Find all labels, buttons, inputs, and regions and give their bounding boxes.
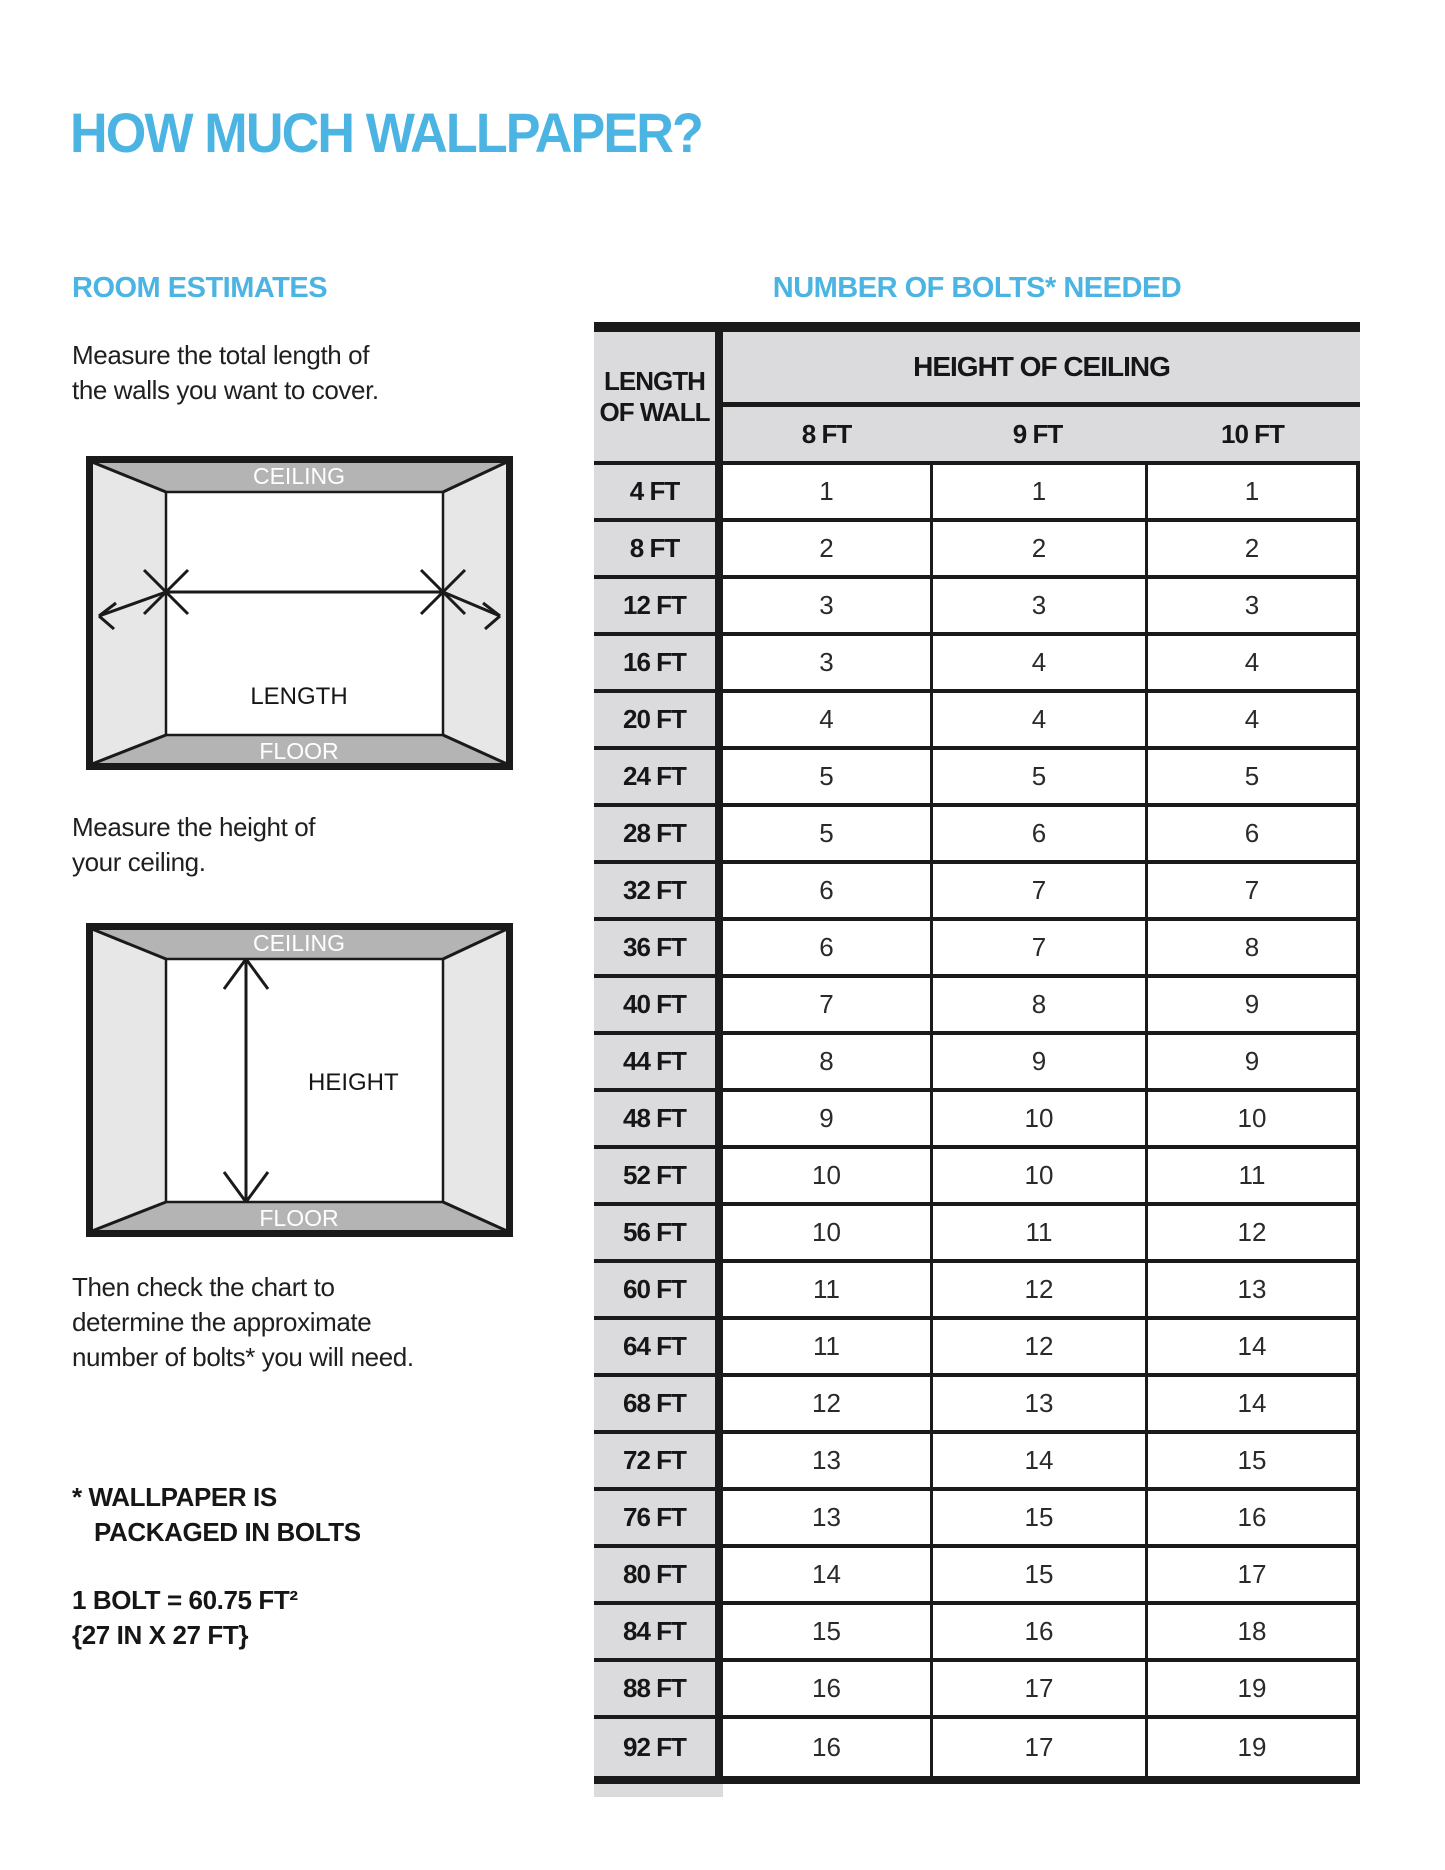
bolts-9ft-cell: 14 xyxy=(930,1434,1145,1487)
room-estimates-heading: ROOM ESTIMATES xyxy=(72,272,328,304)
bolts-8ft-cell: 10 xyxy=(723,1206,930,1259)
bolts-10ft-cell: 13 xyxy=(1145,1263,1360,1316)
wall-length-cell: 40 FT xyxy=(594,978,715,1031)
wall-length-cell: 44 FT xyxy=(594,1035,715,1088)
table-row xyxy=(594,1263,1360,1320)
bolts-8ft-cell: 1 xyxy=(723,465,930,518)
bolts-8ft-cell: 8 xyxy=(723,1035,930,1088)
bolts-10ft-cell: 19 xyxy=(1145,1662,1360,1715)
row-divider-segment xyxy=(715,1092,723,1145)
row-divider-segment xyxy=(715,1662,723,1715)
table-bottom-tab xyxy=(594,1784,723,1797)
bolts-8ft-cell: 11 xyxy=(723,1263,930,1316)
table-row xyxy=(594,750,1360,807)
bolts-10ft-cell: 16 xyxy=(1145,1491,1360,1544)
wall-length-cell: 4 FT xyxy=(594,465,715,518)
bolts-footnote xyxy=(72,1480,361,1550)
bolts-8ft-cell: 6 xyxy=(723,921,930,974)
bolts-10ft-cell: 9 xyxy=(1145,978,1360,1031)
bolts-8ft-cell: 4 xyxy=(723,693,930,746)
bolts-8ft-cell: 3 xyxy=(723,636,930,689)
bolts-10ft-cell: 8 xyxy=(1145,921,1360,974)
row-divider-segment xyxy=(715,864,723,917)
instruction-line: Then check the chart to xyxy=(72,1272,335,1302)
bolts-10ft-cell: 17 xyxy=(1145,1548,1360,1601)
table-row xyxy=(594,1434,1360,1491)
row-divider-segment xyxy=(715,1035,723,1088)
row-divider-segment xyxy=(715,1434,723,1487)
table-row xyxy=(594,1719,1360,1776)
bolts-8ft-cell: 7 xyxy=(723,978,930,1031)
bolts-10ft-cell: 7 xyxy=(1145,864,1360,917)
table-row xyxy=(594,465,1360,522)
table-row xyxy=(594,1548,1360,1605)
bolts-10ft-cell: 1 xyxy=(1145,465,1360,518)
right-wall-surface xyxy=(443,930,506,1230)
bolts-9ft-cell: 4 xyxy=(930,693,1145,746)
row-divider-segment xyxy=(715,693,723,746)
table-row xyxy=(594,1377,1360,1434)
table-row xyxy=(594,693,1360,750)
bolts-8ft-cell: 5 xyxy=(723,750,930,803)
row-divider-segment xyxy=(715,1605,723,1658)
col-header-9ft: 9 FT xyxy=(1012,418,1063,449)
length-of-wall-header xyxy=(594,332,715,465)
bolts-9ft-cell: 16 xyxy=(930,1605,1145,1658)
bolts-10ft-cell: 19 xyxy=(1145,1719,1360,1776)
bolts-8ft-cell: 5 xyxy=(723,807,930,860)
table-row xyxy=(594,978,1360,1035)
ceiling-label: CEILING xyxy=(252,463,346,489)
bolts-8ft-cell: 10 xyxy=(723,1149,930,1202)
row-divider-segment xyxy=(715,1149,723,1202)
bolts-9ft-cell: 5 xyxy=(930,750,1145,803)
table-row xyxy=(594,807,1360,864)
row-divider-segment xyxy=(715,1206,723,1259)
bolts-9ft-cell: 12 xyxy=(930,1320,1145,1373)
row-divider-segment xyxy=(715,1263,723,1316)
bolts-10ft-cell: 18 xyxy=(1145,1605,1360,1658)
bolts-8ft-cell: 3 xyxy=(723,579,930,632)
wall-length-cell: 60 FT xyxy=(594,1263,715,1316)
wall-length-cell: 88 FT xyxy=(594,1662,715,1715)
bolts-9ft-cell: 10 xyxy=(930,1149,1145,1202)
bolts-10ft-cell: 4 xyxy=(1145,693,1360,746)
table-row xyxy=(594,1605,1360,1662)
bolts-8ft-cell: 14 xyxy=(723,1548,930,1601)
instruction-line: Measure the height of xyxy=(72,812,316,842)
floor-label: FLOOR xyxy=(259,738,339,764)
bolts-10ft-cell: 11 xyxy=(1145,1149,1360,1202)
bolts-10ft-cell: 2 xyxy=(1145,522,1360,575)
row-divider-segment xyxy=(715,750,723,803)
wall-length-cell: 80 FT xyxy=(594,1548,715,1601)
instruction-line: number of bolts* you will need. xyxy=(72,1342,414,1372)
bolts-8ft-cell: 13 xyxy=(723,1434,930,1487)
bolts-9ft-cell: 13 xyxy=(930,1377,1145,1430)
row-divider-segment xyxy=(715,465,723,518)
table-row xyxy=(594,1662,1360,1719)
bolts-8ft-cell: 6 xyxy=(723,864,930,917)
bolts-8ft-cell: 9 xyxy=(723,1092,930,1145)
wall-length-cell: 48 FT xyxy=(594,1092,715,1145)
bolts-8ft-cell: 16 xyxy=(723,1719,930,1776)
bolts-10ft-cell: 9 xyxy=(1145,1035,1360,1088)
ceiling-label: CEILING xyxy=(252,930,346,956)
table-row xyxy=(594,1320,1360,1377)
bolts-9ft-cell: 17 xyxy=(930,1719,1145,1776)
bolts-8ft-cell: 2 xyxy=(723,522,930,575)
bolts-9ft-cell: 9 xyxy=(930,1035,1145,1088)
bolts-9ft-cell: 8 xyxy=(930,978,1145,1031)
back-wall xyxy=(166,959,443,1202)
bolts-9ft-cell: 4 xyxy=(930,636,1145,689)
bolts-8ft-cell: 15 xyxy=(723,1605,930,1658)
bolts-9ft-cell: 11 xyxy=(930,1206,1145,1259)
bolts-8ft-cell: 12 xyxy=(723,1377,930,1430)
wall-length-cell: 56 FT xyxy=(594,1206,715,1259)
bolts-9ft-cell: 7 xyxy=(930,864,1145,917)
table-row xyxy=(594,921,1360,978)
table-row xyxy=(594,1491,1360,1548)
wall-length-cell: 64 FT xyxy=(594,1320,715,1373)
table-row xyxy=(594,522,1360,579)
table-heading: NUMBER OF BOLTS* NEEDED xyxy=(772,272,1182,304)
bolts-10ft-cell: 4 xyxy=(1145,636,1360,689)
header-line: OF WALL xyxy=(599,396,710,427)
bolts-10ft-cell: 6 xyxy=(1145,807,1360,860)
check-chart-instruction xyxy=(72,1270,414,1375)
wall-length-cell: 28 FT xyxy=(594,807,715,860)
row-divider-segment xyxy=(715,921,723,974)
bolts-8ft-cell: 13 xyxy=(723,1491,930,1544)
bolts-8ft-cell: 16 xyxy=(723,1662,930,1715)
bolts-10ft-cell: 14 xyxy=(1145,1377,1360,1430)
table-row xyxy=(594,864,1360,921)
table-row xyxy=(594,579,1360,636)
row-divider-segment xyxy=(715,579,723,632)
wall-length-cell: 52 FT xyxy=(594,1149,715,1202)
footnote-line: PACKAGED IN BOLTS xyxy=(94,1517,361,1547)
bolts-9ft-cell: 2 xyxy=(930,522,1145,575)
bolts-10ft-cell: 15 xyxy=(1145,1434,1360,1487)
bolts-9ft-cell: 1 xyxy=(930,465,1145,518)
bolt-size-note xyxy=(72,1583,298,1653)
measure-height-instruction xyxy=(72,810,315,880)
wall-length-cell: 20 FT xyxy=(594,693,715,746)
col-header-10ft: 10 FT xyxy=(1221,418,1284,449)
bolts-9ft-cell: 6 xyxy=(930,807,1145,860)
instruction-line: your ceiling. xyxy=(72,847,206,877)
bolts-table xyxy=(594,322,1360,1797)
page-title: HOW MUCH WALLPAPER? xyxy=(70,100,702,164)
left-wall-surface xyxy=(93,930,166,1230)
row-divider-segment xyxy=(715,522,723,575)
bolts-10ft-cell: 5 xyxy=(1145,750,1360,803)
floor-label: FLOOR xyxy=(259,1205,339,1231)
wall-length-cell: 72 FT xyxy=(594,1434,715,1487)
table-top-border xyxy=(594,322,1360,332)
bolts-9ft-cell: 7 xyxy=(930,921,1145,974)
row-divider-segment xyxy=(715,978,723,1031)
wall-length-cell: 92 FT xyxy=(594,1719,715,1776)
instruction-line: the walls you want to cover. xyxy=(72,375,379,405)
ceiling-height-subheaders xyxy=(723,407,1360,465)
header-line: LENGTH xyxy=(604,365,705,396)
instruction-line: determine the approximate xyxy=(72,1307,372,1337)
table-bottom-border xyxy=(594,1776,1360,1784)
wall-length-cell: 32 FT xyxy=(594,864,715,917)
bolts-9ft-cell: 10 xyxy=(930,1092,1145,1145)
bolts-9ft-cell: 15 xyxy=(930,1491,1145,1544)
height-of-ceiling-header: HEIGHT OF CEILING xyxy=(723,332,1360,407)
row-divider-segment xyxy=(715,807,723,860)
table-row xyxy=(594,1092,1360,1149)
bolts-9ft-cell: 3 xyxy=(930,579,1145,632)
wall-length-cell: 24 FT xyxy=(594,750,715,803)
bolts-10ft-cell: 10 xyxy=(1145,1092,1360,1145)
room-length-diagram xyxy=(86,456,513,770)
table-row xyxy=(594,636,1360,693)
bolts-8ft-cell: 11 xyxy=(723,1320,930,1373)
row-divider-segment xyxy=(715,1320,723,1373)
table-body xyxy=(594,465,1360,1776)
length-label: LENGTH xyxy=(250,683,348,710)
bolts-9ft-cell: 17 xyxy=(930,1662,1145,1715)
bolt-size-line: {27 IN X 27 FT} xyxy=(72,1620,249,1650)
bolts-10ft-cell: 12 xyxy=(1145,1206,1360,1259)
row-divider-segment xyxy=(715,636,723,689)
bolt-size-line: 1 BOLT = 60.75 FT² xyxy=(72,1585,298,1615)
wall-length-cell: 8 FT xyxy=(594,522,715,575)
table-row xyxy=(594,1035,1360,1092)
wall-length-cell: 16 FT xyxy=(594,636,715,689)
bolts-10ft-cell: 3 xyxy=(1145,579,1360,632)
col-header-8ft: 8 FT xyxy=(801,418,852,449)
row-divider-segment xyxy=(715,1377,723,1430)
row-divider-segment xyxy=(715,1491,723,1544)
bolts-9ft-cell: 15 xyxy=(930,1548,1145,1601)
footnote-line: * WALLPAPER IS xyxy=(72,1482,277,1512)
table-row xyxy=(594,1149,1360,1206)
wall-length-cell: 84 FT xyxy=(594,1605,715,1658)
table-row xyxy=(594,1206,1360,1263)
instruction-line: Measure the total length of xyxy=(72,340,370,370)
measure-length-instruction xyxy=(72,338,379,408)
wall-length-cell: 36 FT xyxy=(594,921,715,974)
bolts-10ft-cell: 14 xyxy=(1145,1320,1360,1373)
row-divider-segment xyxy=(715,1548,723,1601)
row-divider-segment xyxy=(715,1719,723,1776)
bolts-9ft-cell: 12 xyxy=(930,1263,1145,1316)
height-label: HEIGHT xyxy=(308,1069,399,1096)
wall-length-cell: 12 FT xyxy=(594,579,715,632)
wall-length-cell: 76 FT xyxy=(594,1491,715,1544)
wall-length-cell: 68 FT xyxy=(594,1377,715,1430)
room-height-diagram xyxy=(86,923,513,1237)
